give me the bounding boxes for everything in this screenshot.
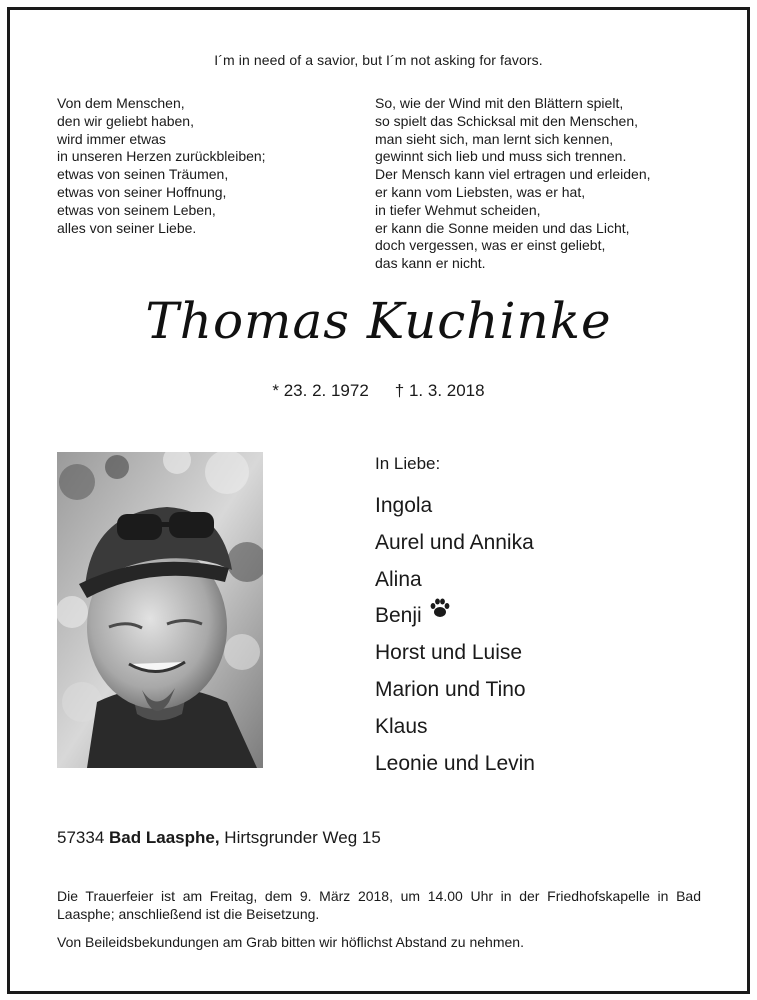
birth-date: * 23. 2. 1972 <box>272 381 369 400</box>
poem-line: er kann vom Liebsten, was er hat, <box>375 183 586 200</box>
family-member: Alina <box>375 567 422 591</box>
poem-line: etwas von seinem Leben, <box>57 201 216 218</box>
death-date: † 1. 3. 2018 <box>394 381 485 400</box>
family-member: Leonie und Levin <box>375 751 535 775</box>
portrait-illustration <box>57 452 263 768</box>
poem-line: etwas von seinen Träumen, <box>57 166 229 183</box>
family-member: Aurel und Annika <box>375 530 534 554</box>
poem-line: etwas von seiner Hoffnung, <box>57 183 227 200</box>
address <box>57 828 381 848</box>
poem-line: Von dem Menschen, <box>57 95 185 111</box>
poem-line: man sieht sich, man lernt sich kennen, <box>375 130 614 147</box>
poem-line: in tiefer Wehmut scheiden, <box>375 201 541 218</box>
poem-left <box>57 95 266 237</box>
life-dates <box>0 381 757 401</box>
poem-line: wird immer etwas <box>57 130 166 147</box>
poem-line: er kann die Sonne meiden und das Licht, <box>375 219 630 236</box>
poem-line: das kann er nicht. <box>375 255 486 272</box>
family-member: Marion und Tino <box>375 678 526 702</box>
poem-right <box>375 95 651 273</box>
family-list <box>375 488 535 782</box>
address-city: Bad Laasphe, <box>109 828 220 847</box>
poem-line: so spielt das Schicksal mit den Menschen, <box>375 112 639 129</box>
family-member: Klaus <box>375 714 428 738</box>
family-member: Ingola <box>375 494 433 517</box>
family-member: Horst und Luise <box>375 641 523 665</box>
family-intro: In Liebe: <box>375 454 441 473</box>
portrait-photo <box>57 452 263 768</box>
paw-icon <box>428 596 452 633</box>
address-street: Hirtsgrunder Weg 15 <box>224 828 381 847</box>
deceased-name: Thomas Kuchinke <box>145 292 612 350</box>
poem-line: doch vergessen, was er einst geliebt, <box>375 237 606 254</box>
poem-line: So, wie der Wind mit den Blättern spielt, <box>375 95 624 111</box>
condolence-notice: Von Beileidsbekundungen am Grab bitten wir höflichst Abstand zu nehmen. <box>57 934 524 950</box>
poem-line: Der Mensch kann viel ertragen und erleiden, <box>375 166 651 183</box>
family-member-name: Benji <box>375 604 422 628</box>
poem-line: alles von seiner Liebe. <box>57 219 197 236</box>
funeral-notice: Die Trauerfeier ist am Freitag, dem 9. März 2018, um 14.00 Uhr in der Friedhofskapelle in Bad Laasphe; anschließend ist die Beisetzung. <box>57 888 701 922</box>
poem-line: gewinnt sich lieb und muss sich trennen. <box>375 148 627 165</box>
motto: I´m in need of a savior, but I´m not asking for favors. <box>214 52 543 68</box>
address-zip: 57334 <box>57 828 105 847</box>
family-member-benji <box>375 598 535 635</box>
poem-line: den wir geliebt haben, <box>57 112 194 129</box>
poem-line: in unseren Herzen zurückbleiben; <box>57 148 266 165</box>
